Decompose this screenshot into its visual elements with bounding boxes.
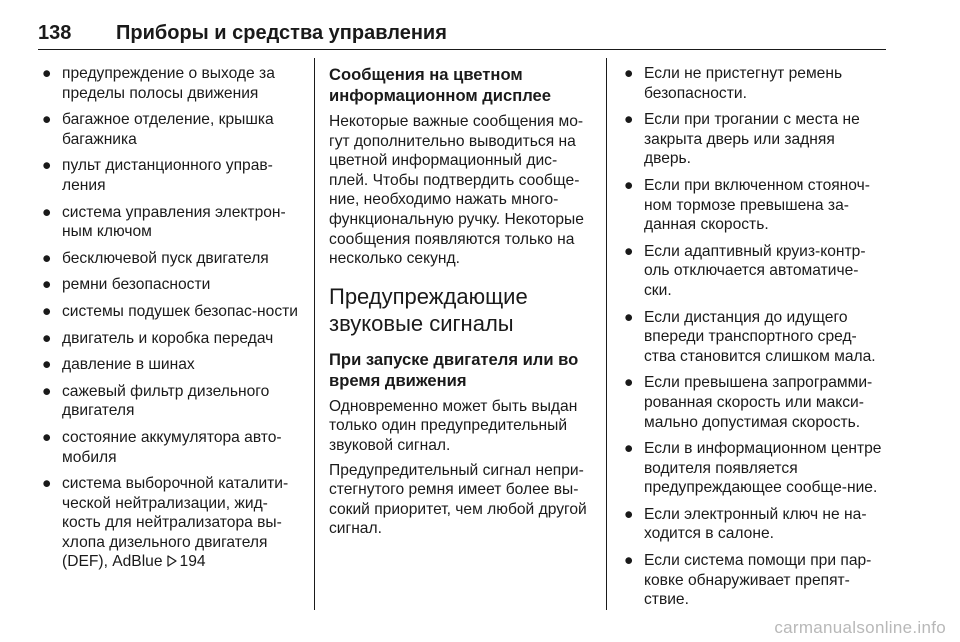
list-item: ● Если при трогании с места не закрыта дверь или задняя дверь. xyxy=(624,111,860,168)
list-item: ● Если при включенном стояноч-ном тормозе превышена за-данная скорость. xyxy=(624,176,870,234)
bullet-icon: ● xyxy=(624,552,634,570)
list-item: ● багажное отделение, крышка багажника xyxy=(42,111,274,148)
section-title: Предупреждающие звуковые сигналы xyxy=(329,283,528,336)
bullet-icon: ● xyxy=(42,329,52,347)
paragraph: Предупредительный сигнал непри-стегнутого ремня имеет более вы-сокий приоритет, чем любой другой сигнал. xyxy=(329,461,587,538)
list-item: ● системы подушек безопас-ности xyxy=(42,302,298,320)
list-item: ● двигатель и коробка передач xyxy=(42,329,274,347)
list-item: ● сажевый фильтр дизельного двигателя xyxy=(42,382,270,420)
bullet-icon: ● xyxy=(42,111,52,129)
list-item: ● бесключевой пуск двигателя xyxy=(42,249,269,267)
column-3 xyxy=(620,64,886,617)
list-item: ● давление в шинах xyxy=(42,356,195,374)
bullet-icon: ● xyxy=(42,382,52,400)
column-divider-2 xyxy=(606,58,607,610)
paragraph: Некоторые важные сообщения мо-гут дополнительно выводиться на цветной информационный дис-плей. Чтобы подтвердить сообще-ние, необходимо нажать много-функциональную ручку. Некоторые сообщения появляются только на несколько секунд. xyxy=(329,113,584,268)
column-divider-1 xyxy=(314,58,315,610)
warning-condition-list xyxy=(620,64,886,610)
bullet-icon: ● xyxy=(624,374,634,392)
bullet-icon: ● xyxy=(624,111,634,129)
bullet-icon: ● xyxy=(624,65,634,82)
bullet-icon: ● xyxy=(42,203,52,221)
page-reference-link[interactable]: 194 xyxy=(179,553,206,571)
bullet-icon: ● xyxy=(624,308,634,326)
bullet-icon: ● xyxy=(624,505,634,523)
list-item: ● Если в информационном центре водителя появляется предупреждающее сообще-ние. xyxy=(624,440,882,497)
bullet-icon: ● xyxy=(42,65,52,82)
watermark: carmanualsonline.info xyxy=(774,618,946,637)
bullet-icon: ● xyxy=(42,428,52,446)
bullet-icon: ● xyxy=(42,276,52,294)
bullet-icon: ● xyxy=(42,302,52,320)
page-reference-icon[interactable] xyxy=(167,555,177,567)
page-title: Приборы и средства управления xyxy=(116,22,447,44)
bullet-icon: ● xyxy=(42,157,52,175)
paragraph: Одновременно может быть выдан только один предупредительный звуковой сигнал. xyxy=(329,397,578,454)
page-header xyxy=(38,20,886,50)
bullet-icon: ● xyxy=(624,440,634,458)
list-item: ● Если электронный ключ не на-ходится в салоне. xyxy=(624,505,867,543)
list-item: ● система управления электрон-ным ключом xyxy=(42,203,286,241)
list-item: ● Если адаптивный круиз-контр-оль отключается автоматиче-ски. xyxy=(624,242,866,299)
list-item: ● Если дистанция до идущего впереди транспортного сред-ства становится слишком мала. xyxy=(624,308,876,365)
page-number: 138 xyxy=(38,22,72,44)
column-1 xyxy=(38,64,300,579)
list-item: ● Если превышена запрограмми-рованная скорость или макси-мально допустимая скорость. xyxy=(624,374,873,431)
bullet-icon: ● xyxy=(624,176,634,194)
subsection-heading: При запуске двигателя или во время движения xyxy=(329,349,579,390)
list-item: ● ремни безопасности xyxy=(42,276,211,294)
list-item: ● Если не пристегнут ремень безопасности. xyxy=(624,65,843,102)
list-item: ● состояние аккумулятора авто-мобиля xyxy=(42,428,282,466)
list-item: ● Если система помощи при пар-ковке обнаруживает препят-ствие. xyxy=(624,552,872,609)
list-item: ● пульт дистанционного управ-ления xyxy=(42,157,273,194)
bullet-icon: ● xyxy=(42,249,52,267)
list-item: ● предупреждение о выходе за пределы полосы движения xyxy=(42,65,275,102)
list-item: ● система выборочной каталити-ческой нейтрализации, жид-кость для нейтрализатора вы-хлопа дизельного двигателя (DEF), AdBlue 194 xyxy=(42,475,289,571)
column-2 xyxy=(329,64,593,544)
system-list xyxy=(38,64,300,572)
bullet-icon: ● xyxy=(624,242,634,260)
bullet-icon: ● xyxy=(42,356,52,374)
section-heading: Сообщения на цветном информационном дисплее xyxy=(329,65,552,105)
bullet-icon: ● xyxy=(42,475,52,493)
